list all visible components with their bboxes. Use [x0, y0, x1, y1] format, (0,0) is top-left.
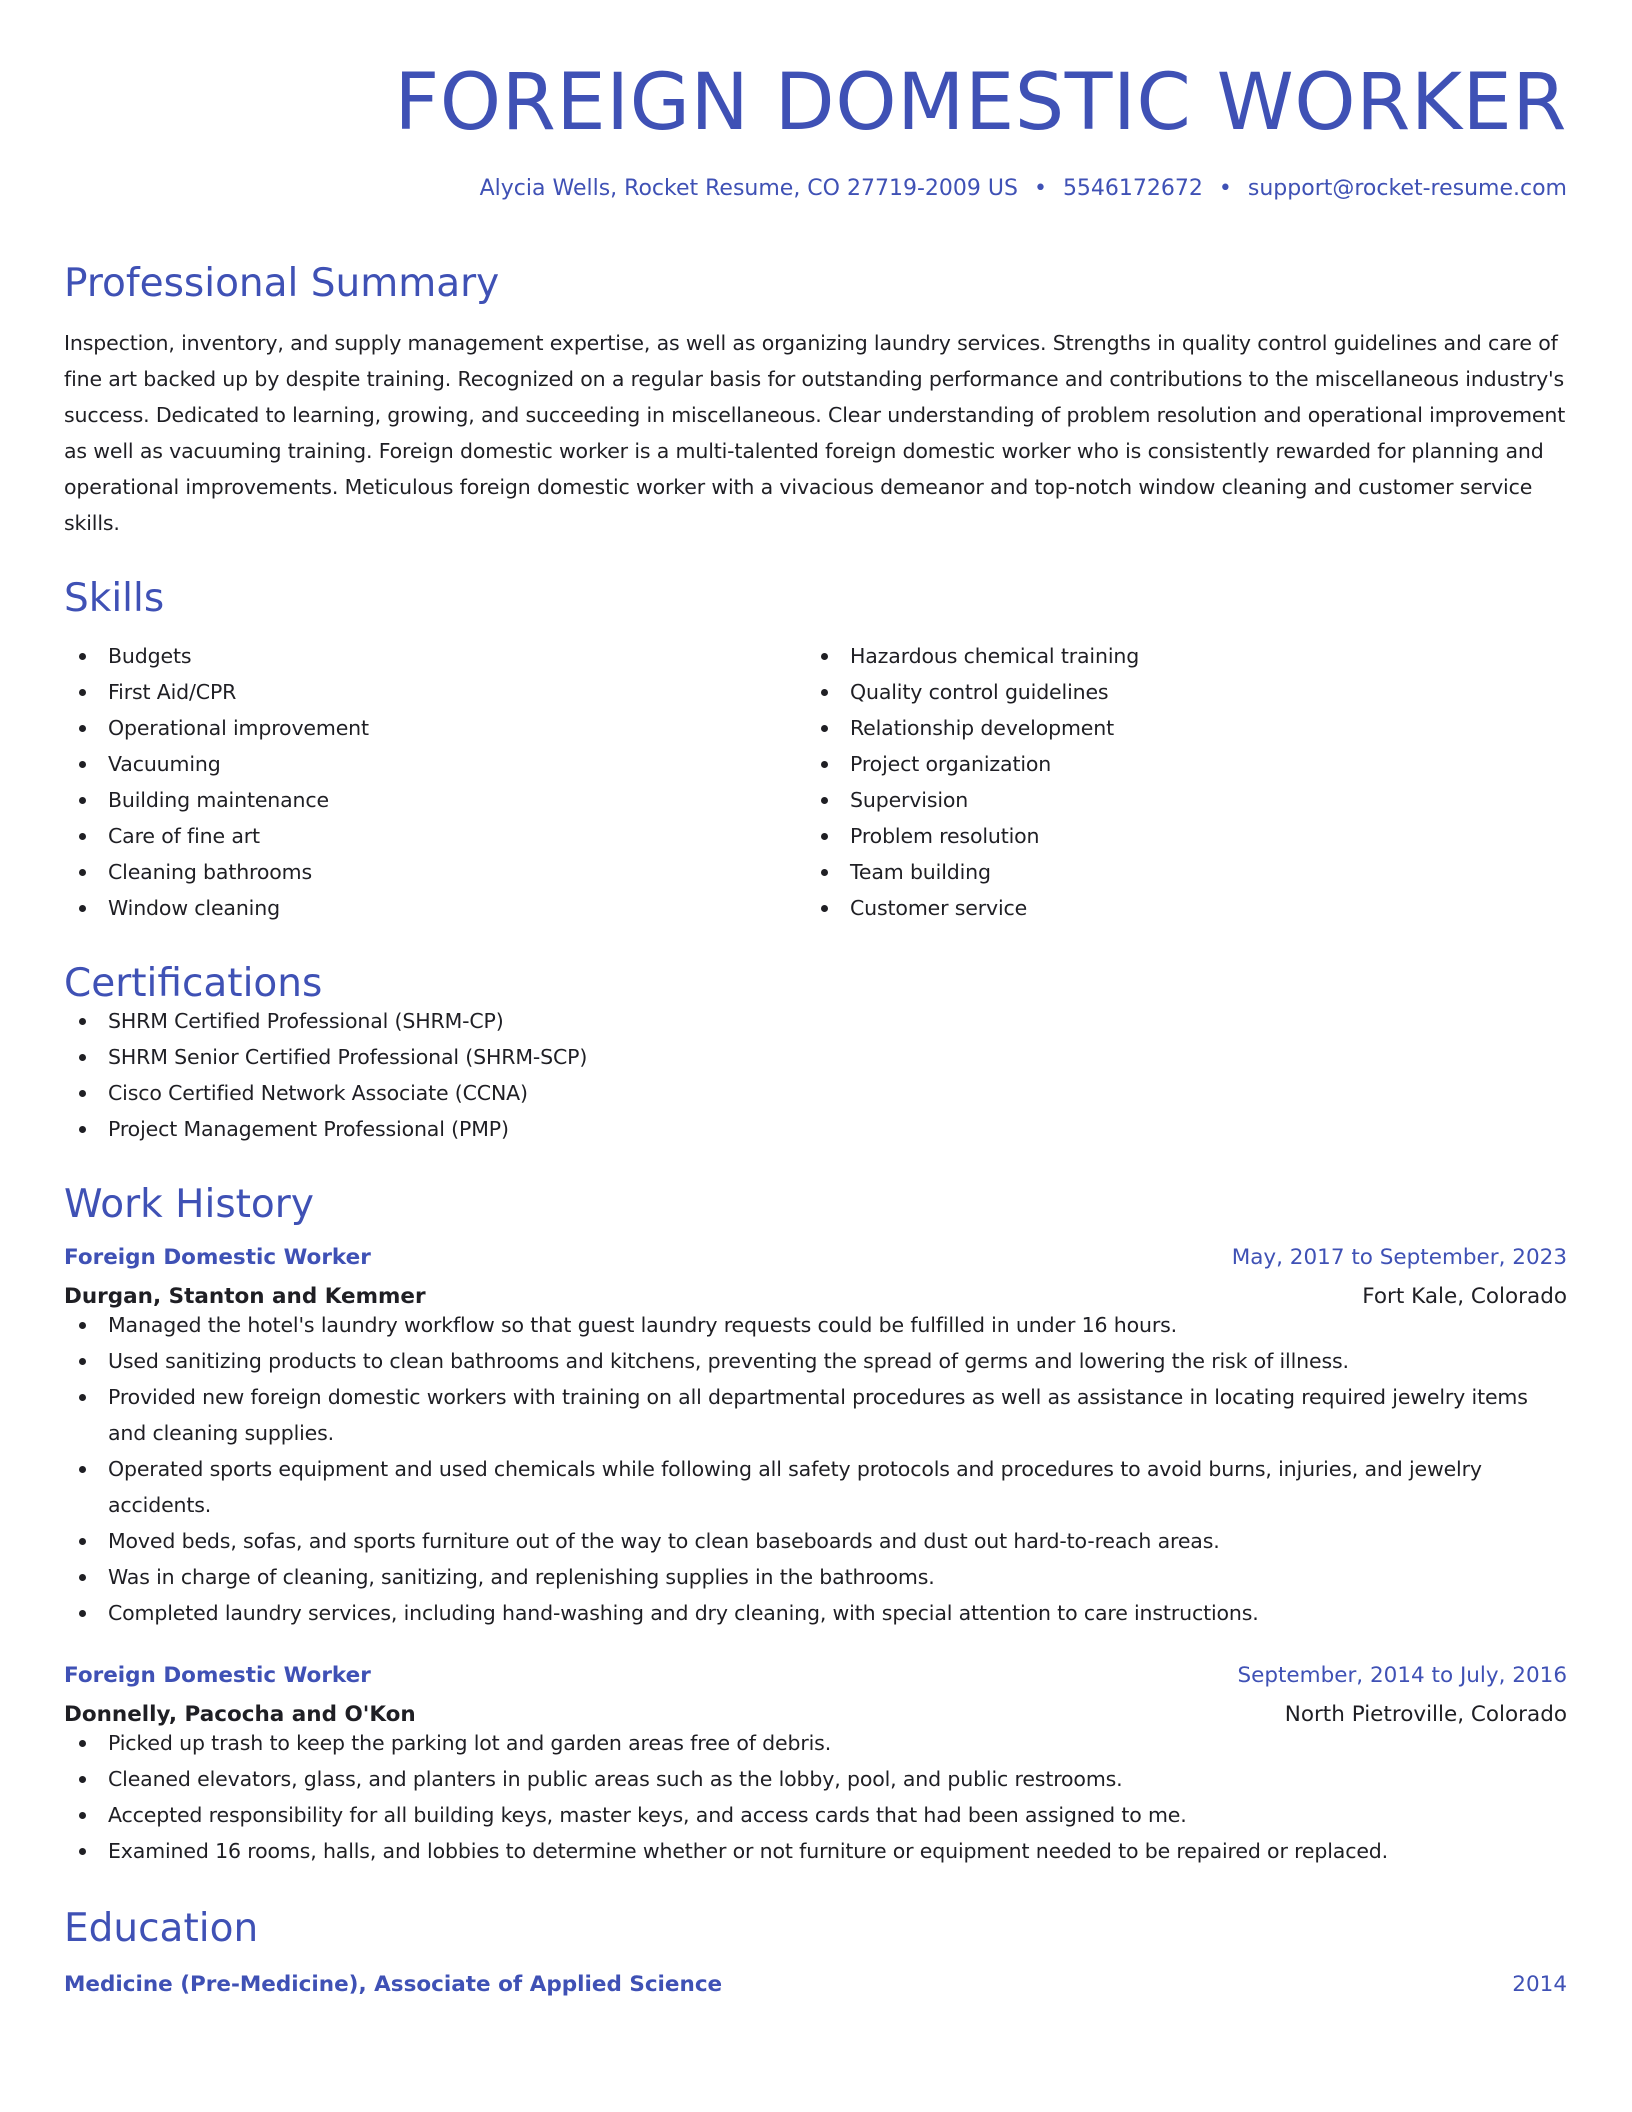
job-dates: May, 2017 to September, 2023: [1231, 1245, 1567, 1270]
job-location: Fort Kale, Colorado: [1362, 1283, 1567, 1309]
skill-item: Problem resolution: [806, 818, 1548, 854]
bullet-icon: [79, 833, 86, 840]
skills-list-left: [64, 638, 806, 926]
bullet-icon: [79, 1812, 86, 1819]
job-duty: Moved beds, sofas, and sports furniture out of the way to clean baseboards and dust out hard-to-reach areas.: [64, 1523, 1567, 1559]
bullet-icon: [821, 797, 828, 804]
skill-item: First Aid/CPR: [64, 674, 806, 710]
skill-item: Project organization: [806, 746, 1548, 782]
bullet-icon: [79, 689, 86, 696]
skill-item: Care of fine art: [64, 818, 806, 854]
job-title: Foreign Domestic Worker: [64, 1245, 371, 1270]
bullet-icon: [79, 797, 86, 804]
bullet-icon: [821, 689, 828, 696]
work-history-heading: Work History: [64, 1182, 314, 1227]
bullet-icon: [79, 1466, 86, 1473]
bullet-icon: [79, 761, 86, 768]
skill-item: Team building: [806, 854, 1548, 890]
bullet-icon: [821, 761, 828, 768]
skill-item: Building maintenance: [64, 782, 806, 818]
bullet-icon: [821, 833, 828, 840]
education-degree: Medicine (Pre-Medicine), Associate of Applied Science: [64, 1972, 723, 1997]
skill-item: Relationship development: [806, 710, 1548, 746]
certification-item: Project Management Professional (PMP): [64, 1111, 1567, 1147]
certification-item: SHRM Senior Certified Professional (SHRM-SCP): [64, 1039, 1567, 1075]
skills-heading: Skills: [64, 576, 165, 621]
skill-item: Cleaning bathrooms: [64, 854, 806, 890]
job-title: Foreign Domestic Worker: [64, 1663, 371, 1688]
certification-item: Cisco Certified Network Associate (CCNA): [64, 1075, 1567, 1111]
bullet-icon: [79, 1776, 86, 1783]
job-company: Donnelly, Pacocha and O'Kon: [64, 1701, 416, 1727]
bullet-icon: [79, 1358, 86, 1365]
job-duty: Used sanitizing products to clean bathrooms and kitchens, preventing the spread of germs and lowering the risk of illness.: [64, 1343, 1567, 1379]
job-duties-list: [64, 1725, 1567, 1869]
skill-item: Window cleaning: [64, 890, 806, 926]
bullet-icon: [79, 725, 86, 732]
bullet-icon: [821, 905, 828, 912]
bullet-icon: [79, 1574, 86, 1581]
education-heading: Education: [64, 1906, 259, 1951]
job-duty: Managed the hotel's laundry workflow so that guest laundry requests could be fulfilled in under 16 hours.: [64, 1307, 1567, 1343]
contact-address: Alycia Wells, Rocket Resume, CO 27719-2009 US: [479, 176, 1018, 201]
skill-item: Customer service: [806, 890, 1548, 926]
skill-item: Operational improvement: [64, 710, 806, 746]
skill-item: Budgets: [64, 638, 806, 674]
bullet-icon: [79, 653, 86, 660]
job-entry: [64, 1247, 1567, 1631]
certifications-list: [64, 1003, 1567, 1147]
job-subheader: [64, 1283, 1567, 1309]
bullet-icon: [79, 1740, 86, 1747]
bullet-icon: [821, 653, 828, 660]
bullet-icon: [79, 1126, 86, 1133]
skills-grid: [64, 638, 1567, 926]
job-duty: Accepted responsibility for all building keys, master keys, and access cards that had been assigned to me.: [64, 1797, 1567, 1833]
job-duty: Operated sports equipment and used chemicals while following all safety protocols and procedures to avoid burns, injuries, and jewelry accidents.: [64, 1451, 1567, 1523]
contact-separator: •: [1218, 176, 1232, 201]
contact-email: support@rocket-resume.com: [1247, 176, 1567, 201]
bullet-icon: [79, 1610, 86, 1617]
job-duty: Provided new foreign domestic workers with training on all departmental procedures as well as assistance in locating required jewelry items and cleaning supplies.: [64, 1379, 1567, 1451]
job-subheader: [64, 1701, 1567, 1727]
skills-column-right: [806, 638, 1548, 926]
skills-list-right: [806, 638, 1548, 926]
skill-item: Hazardous chemical training: [806, 638, 1548, 674]
job-duties-list: [64, 1307, 1567, 1631]
contact-line: [64, 178, 1567, 200]
job-entry: [64, 1665, 1567, 1869]
resume-page: [64, 0, 1567, 1996]
bullet-icon: [79, 869, 86, 876]
skill-item: Vacuuming: [64, 746, 806, 782]
certifications-heading: Certifications: [64, 961, 323, 1006]
job-duty: Examined 16 rooms, halls, and lobbies to determine whether or not furniture or equipment needed to be repaired or replaced.: [64, 1833, 1567, 1869]
skills-column-left: [64, 638, 806, 926]
bullet-icon: [79, 1394, 86, 1401]
bullet-icon: [79, 1090, 86, 1097]
skill-item: Supervision: [806, 782, 1548, 818]
certification-item: SHRM Certified Professional (SHRM-CP): [64, 1003, 1567, 1039]
job-duty: Cleaned elevators, glass, and planters in public areas such as the lobby, pool, and public restrooms.: [64, 1761, 1567, 1797]
bullet-icon: [79, 1322, 86, 1329]
bullet-icon: [79, 1538, 86, 1545]
bullet-icon: [79, 1054, 86, 1061]
bullet-icon: [79, 905, 86, 912]
resume-title: FOREIGN DOMESTIC WORKER: [394, 58, 1567, 148]
job-dates: September, 2014 to July, 2016: [1237, 1663, 1567, 1688]
bullet-icon: [79, 1848, 86, 1855]
contact-phone: 5546172672: [1062, 176, 1203, 201]
job-location: North Pietroville, Colorado: [1284, 1701, 1567, 1727]
job-duty: Picked up trash to keep the parking lot and garden areas free of debris.: [64, 1725, 1567, 1761]
job-header: [64, 1247, 1567, 1269]
summary-heading: Professional Summary: [64, 261, 500, 306]
job-header: [64, 1665, 1567, 1687]
bullet-icon: [821, 725, 828, 732]
bullet-icon: [821, 869, 828, 876]
education-year: 2014: [1512, 1972, 1567, 1997]
job-duty: Completed laundry services, including hand-washing and dry cleaning, with special attention to care instructions.: [64, 1595, 1567, 1631]
skill-item: Quality control guidelines: [806, 674, 1548, 710]
job-company: Durgan, Stanton and Kemmer: [64, 1283, 426, 1309]
contact-separator: •: [1033, 176, 1047, 201]
job-duty: Was in charge of cleaning, sanitizing, and replenishing supplies in the bathrooms.: [64, 1559, 1567, 1595]
education-entry: [64, 1974, 1567, 1996]
summary-text: Inspection, inventory, and supply management expertise, as well as organizing laundry services. Strengths in quality control guidelines and care of fine art backed up by despite training. Recognized on a regular basis for outstanding performance and contributions to the miscellaneous industry's success. Dedicated to learning, growing, and succeeding in miscellaneous. Clear understanding of problem resolution and operational improvement as well as vacuuming training. Foreign domestic worker is a multi-talented foreign domestic worker who is consistently rewarded for planning and operational improvements. Meticulous foreign domestic worker with a vivacious demeanor and top-notch window cleaning and customer service skills.: [64, 331, 1566, 535]
bullet-icon: [79, 1018, 86, 1025]
